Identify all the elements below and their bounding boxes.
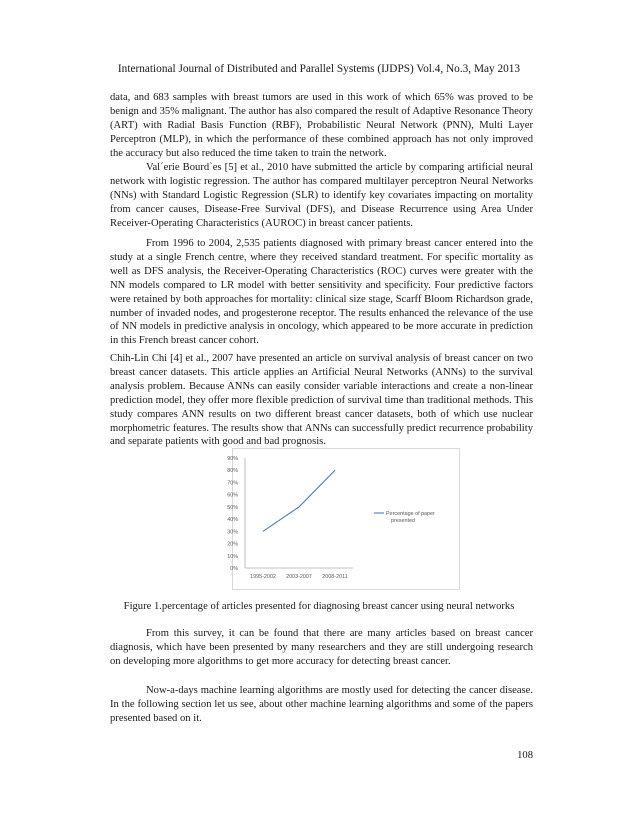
paragraph-1: data, and 683 samples with breast tumors are used in this work of which 65% was proved to be benign and 35% malignant. The author has also compared the result of Adaptive Resonance Theory (ART) with Radial Basis Function (RBF), Probabilistic Neural Network (PNN), Multi Layer Perceptron (MLP), in which the performance of these combined approach has not only improved the accuracy but also reduced the time taken to train the network.: [110, 92, 533, 159]
y-tick-label: 40%: [227, 517, 238, 524]
y-tick-label: 30%: [227, 529, 238, 536]
y-tick-label: 80%: [227, 468, 238, 475]
page-number: 108: [517, 750, 533, 761]
paragraph-6: Now-a-days machine learning algorithms are mostly used for detecting the cancer disease. In the following section let us see, about other machine learning algorithms and some of the papers presented based on it.: [110, 685, 533, 724]
paragraph-4: Chih-Lin Chi [4] et al., 2007 have presented an article on survival analysis of breast cancer on two breast cancer datasets. This article applies an Artificial Neural Networks (ANNs) to the survival analysis problem. Because ANNs can easily consider variable interactions and create a non-linear prediction model, they offer more flexible prediction of survival time than traditional methods. This study compares ANN results on two different breast cancer datasets, both of which use nuclear morphometric features. The results show that ANNs can successfully predict recurrence probability and separate patients with good and bad prognosis.: [110, 353, 533, 448]
paragraph-3: From 1996 to 2004, 2,535 patients diagnosed with primary breast cancer entered into the study at a single French centre, where they received standard treatment. For specific mortality as well as DFS analysis, the Receiver-Operating Characteristics (ROC) curves were greater with the NN models compared to LR model with better sensitivity and specificity. Four predictive factors were retained by both approaches for mortality: clinical size stage, Scarff Bloom Richardson grade, number of invaded nodes, and progesterone receptor. The results enhanced the relevance of the use of NN models in predictive analysis in oncology, which appeared to be more accurate in prediction in this French breast cancer cohort.: [110, 238, 533, 347]
y-tick-label: 70%: [227, 480, 238, 487]
y-tick-label: 90%: [227, 456, 238, 462]
legend-label: Percentage of paper presented: [386, 511, 435, 524]
y-tick-label: 60%: [227, 492, 238, 499]
paragraph-2-lead: Val´erie Bourd`es [5] et al.: [146, 162, 262, 173]
paragraph-2-rest: , 2010 have submitted the article by comparing artificial neural network with logistic regression. The author has compared multilayer perceptron Neural Networks (NNs) with Standard Logistic Regression (SLR) to identify key covariates impacting on mortality from cancer causes, Disease-Free Survival (DFS), and Disease Recurrence using Area Under Receiver-Operating Characteristics (AUROC) in breast cancer patients.: [110, 162, 533, 229]
chart-area: [227, 448, 460, 590]
line-chart: [227, 449, 459, 589]
paragraph-2: [110, 161, 533, 231]
figure-caption: Figure 1.percentage of articles presented for diagnosing breast cancer using neural networks: [123, 601, 515, 612]
x-tick-label: 2003-2007: [286, 574, 312, 580]
x-tick-label: 1995-2002: [250, 574, 276, 580]
y-tick-label: 50%: [227, 504, 238, 511]
y-tick-label: 20%: [227, 541, 238, 548]
y-tick-label: 10%: [227, 553, 238, 560]
x-tick-label: 2008-2011: [322, 574, 348, 580]
paragraph-5: From this survey, it can be found that there are many articles based on breast cancer diagnosis, which have been presented by many researchers and they are still undergoing research on developing more algorithms to get more accuracy for detecting breast cancer.: [110, 628, 533, 667]
journal-header: International Journal of Distributed and Parallel Systems (IJDPS) Vol.4, No.3, May 2013: [117, 63, 521, 75]
y-tick-label: 0%: [230, 566, 238, 572]
series-line: [263, 470, 335, 531]
